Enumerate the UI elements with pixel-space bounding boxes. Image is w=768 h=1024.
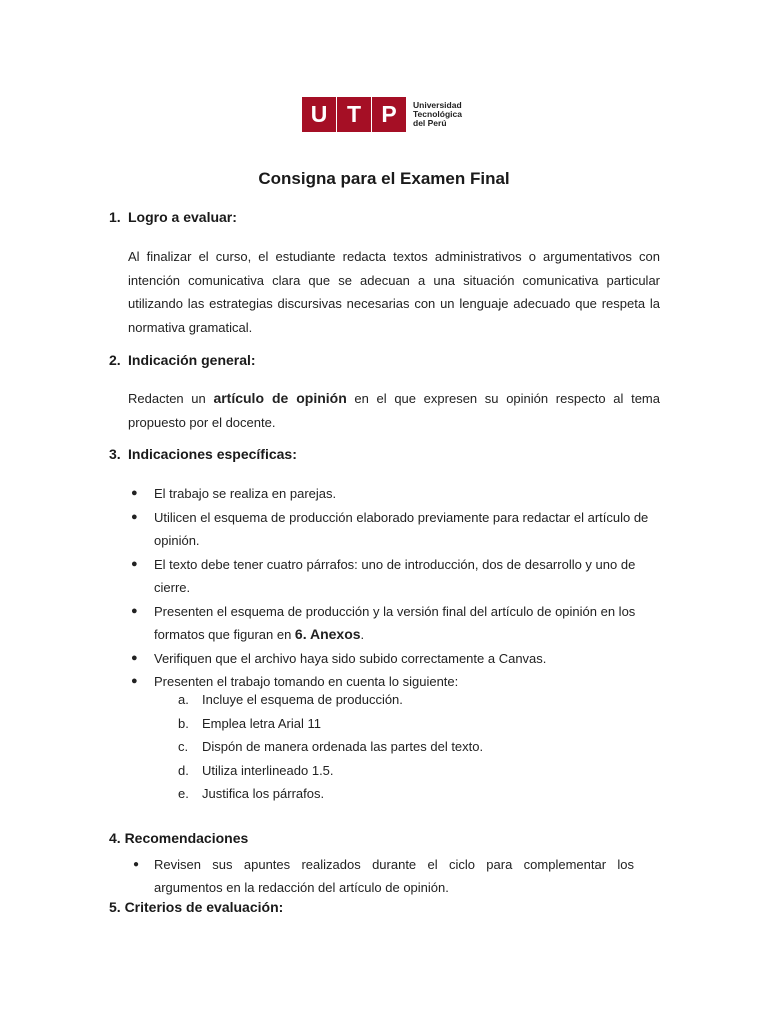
bullet-icon: ● — [131, 675, 138, 687]
sub-list-letter: a. — [178, 692, 189, 707]
section-2-heading — [109, 352, 256, 368]
logo-line-1: Universidad — [413, 100, 462, 110]
sub-list-text: Incluye el esquema de producción. — [202, 692, 403, 707]
section-2-text-end: en el que expresen su opinión respecto al tema propuesto por el docente. — [128, 391, 660, 430]
section-3-sub-list — [178, 688, 483, 806]
section-2-text-start: Redacten un — [128, 391, 214, 406]
bullet-icon: ● — [131, 604, 138, 617]
list-item-text: Revisen sus apuntes realizados durante el ciclo para complementar los argumentos en la redacción del artículo de opinión. — [154, 857, 634, 895]
logo-letter-u: U — [302, 97, 336, 132]
section-3-bullet-list — [128, 482, 660, 694]
logo-university-name — [413, 101, 462, 128]
bullet-icon: ● — [131, 510, 138, 523]
section-2-bold-term: artículo de opinión — [213, 390, 347, 406]
sub-list-text: Justifica los párrafos. — [202, 786, 325, 801]
logo-line-3: del Perú — [413, 118, 447, 128]
section-3-heading — [109, 446, 297, 462]
section-4-heading: 4. Recomendaciones — [109, 830, 249, 846]
list-item-text: Presenten el esquema de producción y la versión final del artículo de opinión en los formatos que figuran en — [154, 603, 636, 642]
bullet-icon: ● — [133, 859, 140, 870]
list-item-text: Utilicen el esquema de producción elaborado previamente para redactar el artículo de opinión. — [154, 509, 649, 548]
list-item-text: El texto debe tener cuatro párrafos: uno de introducción, dos de desarrollo y uno de cierre. — [154, 556, 636, 595]
list-item — [128, 553, 660, 600]
section-2-number: 2. — [109, 352, 121, 368]
section-3-title: Indicaciones específicas: — [128, 446, 297, 462]
section-3-number: 3. — [109, 446, 121, 462]
annex-reference: 6. Anexos — [294, 626, 361, 642]
section-5-heading: 5. Criterios de evaluación: — [109, 899, 284, 915]
section-2-paragraph — [128, 387, 660, 434]
list-item-text: Presenten el trabajo tomando en cuenta lo siguiente: — [154, 674, 459, 689]
section-1-number: 1. — [109, 209, 121, 225]
document-title: Consigna para el Examen Final — [258, 169, 510, 188]
section-1-title: Logro a evaluar: — [128, 209, 237, 225]
sub-list-item — [178, 782, 483, 806]
sub-list-letter: d. — [178, 762, 189, 778]
sub-list-text: Utiliza interlineado 1.5. — [202, 762, 334, 778]
logo-letter-p: P — [372, 97, 406, 132]
list-item — [128, 506, 660, 553]
sub-list-item — [178, 712, 483, 736]
list-item — [128, 853, 634, 899]
sub-list-text: Dispón de manera ordenada las partes del texto. — [202, 739, 484, 754]
utp-logo — [302, 97, 462, 132]
section-2-title: Indicación general: — [128, 352, 256, 368]
list-item — [128, 600, 660, 647]
list-item-text: Verifiquen que el archivo haya sido subido correctamente a Canvas. — [154, 650, 547, 666]
section-1-heading — [109, 209, 237, 225]
list-item — [128, 482, 660, 506]
sub-list-letter: c. — [178, 739, 189, 754]
logo-line-2: Tecnológica — [413, 109, 462, 119]
sub-list-letter: b. — [178, 715, 189, 731]
sub-list-item — [178, 688, 483, 712]
list-item — [128, 647, 660, 671]
logo-letter-t: T — [337, 97, 371, 132]
sub-list-letter: e. — [178, 786, 189, 801]
section-4-bullet-list — [128, 853, 634, 899]
bullet-icon: ● — [131, 651, 138, 664]
bullet-icon: ● — [131, 557, 138, 570]
sub-list-item — [178, 735, 483, 759]
bullet-icon: ● — [131, 487, 138, 499]
sub-list-text: Emplea letra Arial 11 — [202, 715, 321, 731]
section-1-paragraph: Al finalizar el curso, el estudiante redacta textos administrativos o argumentativos con intención comunicativa clara que se adecuan a una situación comunicativa particular utilizando las estrategias discursivas necesarias con un lenguaje adecuado que respeta la normativa gramatical. — [128, 249, 660, 335]
list-item-text: El trabajo se realiza en parejas. — [154, 486, 337, 501]
sub-list-item — [178, 759, 483, 783]
list-item-text-end: . — [360, 627, 365, 642]
